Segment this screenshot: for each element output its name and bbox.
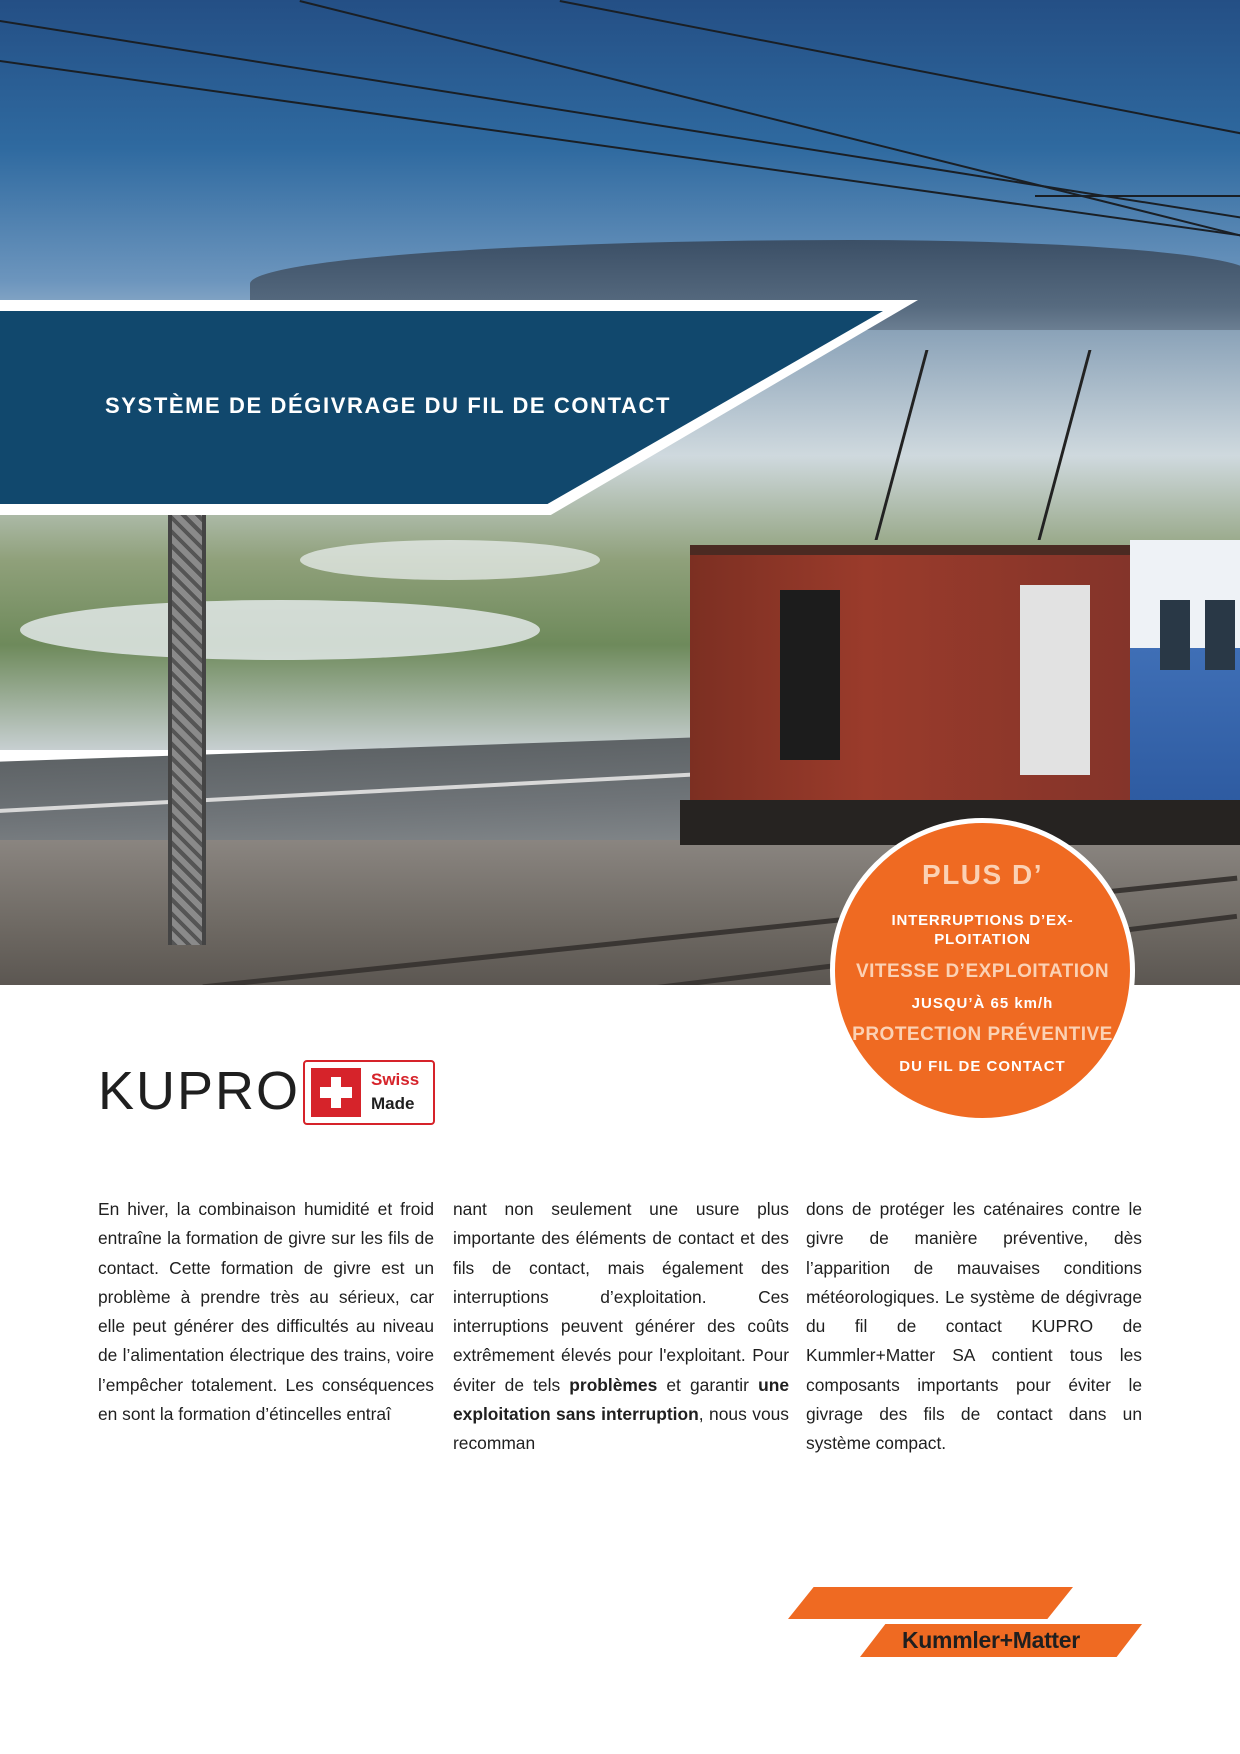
body-column-3 bbox=[806, 1195, 1142, 1459]
body-paragraph: En hiver, la combinaison humidité et froid entraîne la formation de givre sur les fils de contact. Cette formation de givre est un problème à prendre très au sérieux, car elle peut générer des difficultés au niveau de l’alimentation électrique des trains, voire l’empêcher totalement. Les conséquences en sont la formation d’étincelles entraî bbox=[98, 1199, 434, 1425]
badge-line-4: JUSQU’À 65 km/h bbox=[911, 995, 1054, 1012]
badge-line-1: PLUS D’ bbox=[922, 859, 1043, 890]
badge-line-2: INTERRUPTIONS D’EX-PLOITATION bbox=[891, 912, 1074, 948]
swiss-label-line-1: Swiss bbox=[371, 1070, 420, 1089]
banner-title: SYSTÈME DE DÉGIVRAGE DU FIL DE CONTACT bbox=[105, 393, 672, 418]
body-column-2 bbox=[453, 1195, 789, 1459]
blue-coach bbox=[1130, 540, 1240, 810]
feature-badge bbox=[830, 818, 1135, 1123]
body-text: et garantir bbox=[657, 1374, 759, 1395]
logo-bar-top bbox=[788, 1587, 1073, 1619]
overhead-wire bbox=[1035, 195, 1240, 197]
coach-window bbox=[1205, 600, 1235, 670]
body-text: nant non seulement une usure plus importante des éléments de contact et des fils de contact, mais également des interruptions d’exploitation. Ces interruptions peuvent générer des coûts extrêmement élevés pour l'exploitant. Pour éviter de tels bbox=[453, 1199, 789, 1395]
coach-window bbox=[1160, 600, 1190, 670]
product-name: KUPRO bbox=[98, 1061, 301, 1121]
body-emphasis: une exploitation sans interruption bbox=[453, 1374, 789, 1425]
body-text: , nous vous recomman bbox=[453, 1404, 789, 1454]
snow-patch bbox=[300, 540, 600, 580]
swiss-made-label bbox=[303, 1060, 435, 1125]
company-logo: Kummler+Matter bbox=[902, 1627, 1080, 1653]
body-paragraph: dons de protéger les caténaires contre le givre de manière préventive, dès l’apparition de mauvaises conditions météorologiques. Le système de dégivrage du fil de contact KUPRO de Kummler+Matter SA contient tous les composants importants pour éviter le givrage des fils de contact dans un système compact. bbox=[806, 1199, 1142, 1454]
badge-line-3: VITESSE D’EXPLOITATION bbox=[855, 961, 1110, 982]
body-paragraph bbox=[453, 1195, 789, 1459]
snow-patch bbox=[20, 600, 540, 660]
badge-line-5: PROTECTION PRÉVENTIVE bbox=[852, 1024, 1113, 1045]
swiss-label-line-2: Made bbox=[371, 1094, 415, 1113]
body-column-1 bbox=[98, 1195, 434, 1429]
swiss-flag-icon bbox=[311, 1068, 361, 1117]
body-emphasis: problèmes bbox=[569, 1374, 658, 1395]
wagon-panel bbox=[1020, 585, 1090, 775]
wagon-door bbox=[780, 590, 840, 760]
badge-line-6: DU FIL DE CONTACT bbox=[899, 1058, 1066, 1075]
catenary-mast bbox=[168, 515, 206, 945]
